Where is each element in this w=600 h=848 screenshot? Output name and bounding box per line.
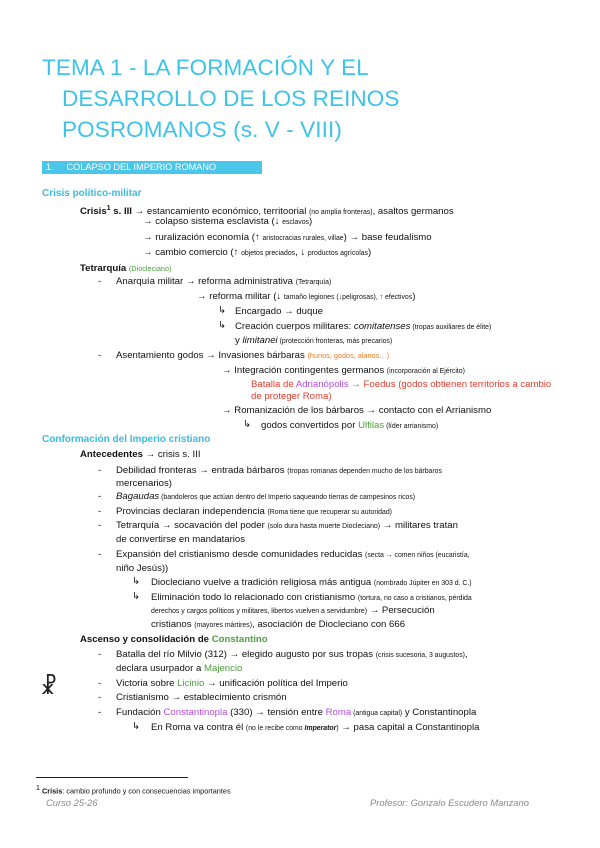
ante-b3: Provincias declaran independencia (Roma tiene que recuperar su autoridad) — [116, 506, 392, 517]
tetrarquia-heading: Tetrarquía (Diocleciano) — [80, 263, 172, 274]
ante-b4: Tetrarquía → socavación del poder (solo dura hasta muerte Diocleciano) → militares tratan — [116, 520, 458, 531]
section-number: 1. — [46, 162, 54, 172]
bullet-dash: - — [98, 649, 102, 660]
tetrarquia-a4: Creación cuerpos militares: comitatenses (tropas auxiliares de élite) — [235, 321, 492, 332]
antecedentes-heading: Antecedentes → crisis s. III — [80, 449, 201, 460]
bullet-dash: - — [98, 350, 102, 361]
asc-c1: Batalla del río Milvio (312) → elegido augusto por sus tropas (crisis sucesoria, 3 augustos), — [116, 649, 468, 660]
section-title: COLAPSO DEL IMPERIO ROMANO — [66, 162, 217, 172]
asc-c6: En Roma va contra él (no le recibe como Imperator) → pasa capital a Constantinopla — [151, 722, 480, 733]
bullet-dash: - — [98, 549, 102, 560]
crisis-line-1: Crisis$^1$ s. III → estancamiento económico, territoorial (no amplia fronteras), asaltos germanos — [80, 204, 454, 218]
ante-b5: Expansión del cristianismo desde comunidades reducidas (secta → comen niños (eucaristía, — [116, 549, 470, 560]
asc-c5: Fundación Constantinopla (330) → tensión entre Roma (antigua capital) y Constantinopla — [116, 707, 477, 718]
hook-icon: ↳ — [243, 419, 252, 430]
page-title-line-2: DESARROLLO DE LOS REINOS — [62, 86, 400, 111]
hook-icon: ↳ — [132, 721, 141, 732]
ante-b7: Eliminación todo lo relacionado con cristianismo (tortura, no caso a cristianos, pérdida — [151, 592, 472, 603]
crisis-line-2: → colapso sistema esclavista (↓ esclavos) — [143, 216, 313, 227]
bullet-dash: - — [98, 276, 102, 287]
heading-crisis: Crisis político-militar — [42, 188, 142, 199]
page-title-line-1: TEMA 1 - LA FORMACIÓN Y EL — [42, 55, 369, 80]
heading-conformacion: Conformación del Imperio cristiano — [42, 434, 211, 445]
bullet-dash: - — [98, 520, 102, 531]
ante-b2: Bagaudas (bandoleros que actúan dentro del Imperio saqueando tierras de campesinos ricos) — [116, 491, 416, 502]
ante-b1-cont: mercenarios) — [116, 478, 172, 489]
ante-b7-cont2: cristianos (mayores mártires), asociación de Diocleciano con 666 — [151, 619, 406, 630]
tetrarquia-g4: de proteger Roma) — [251, 391, 332, 402]
footnote-separator — [36, 777, 188, 778]
asc-c4: Cristianismo → establecimiento crismón — [116, 692, 287, 703]
section-banner — [42, 161, 262, 174]
crisis-line-4: → cambio comercio (↑ objetos preciados, ↓ productos agrícolas) — [143, 247, 372, 258]
bullet-dash: - — [98, 707, 102, 718]
ante-b1: Debilidad fronteras → entrada bárbaros (tropas romanas dependen mucho de los bárbaros — [116, 465, 442, 476]
crisis-line-3: → ruralización economía (↑ aristocracias rurales, villae) → base feudalismo — [143, 232, 432, 243]
bullet-dash: - — [98, 692, 102, 703]
ante-b7-cont: derechos y cargos políticos y militares, libertos vuelven a servidumbre) → Persecución — [151, 605, 435, 616]
tetrarquia-g5: → Romanización de los bárbaros → contacto con el Arrianismo — [222, 405, 492, 416]
tetrarquia-a5: y limitanei (protección fronteras, más precarios) — [235, 335, 393, 346]
bullet-dash: - — [98, 491, 102, 502]
hook-icon: ↳ — [132, 576, 141, 587]
asc-c3: Victoria sobre Licinio → unificación política del Imperio — [116, 678, 348, 689]
hook-icon: ↳ — [132, 591, 141, 602]
tetrarquia-g6: godos convertidos por Ulfilas (líder arrianismo) — [261, 420, 439, 431]
hook-icon: ↳ — [218, 305, 227, 316]
tetrarquia-g3: Batalla de Adrianópolis → Foedus (godos obtienen territorios a cambio — [251, 379, 552, 390]
bullet-dash: - — [98, 465, 102, 476]
footer-course: Curso 25-26 — [46, 797, 98, 808]
chi-rho-icon: ☧ — [40, 674, 58, 699]
ante-b6: Diocleciano vuelve a tradición religiosa más antigua (nombrado Júpiter en 303 d. C.) — [151, 577, 472, 588]
bullet-dash: - — [98, 506, 102, 517]
footnote: $^1$ Crisis: cambio profundo y con consecuencias importantes — [36, 784, 231, 796]
asc-c2: declara usurpador a Majencio — [116, 663, 243, 674]
tetrarquia-g2: → Integración contingentes germanos (incorporación al Ejército) — [222, 365, 465, 376]
page-title-line-3: POSROMANOS (s. V - VIII) — [62, 117, 342, 142]
tetrarquia-a1: Anarquía militar → reforma administrativa (Tetrarquía) — [116, 276, 332, 287]
tetrarquia-a2: → reforma militar (↓ tamaño legiones (↓peligrosas), ↑ efectivos) — [197, 291, 416, 302]
bullet-dash: - — [98, 678, 102, 689]
hook-icon: ↳ — [218, 320, 227, 331]
tetrarquia-g1: Asentamiento godos → Invasiones bárbaras (hunos, godos, alanos…) — [116, 350, 389, 361]
ante-b4-cont: de convertirse en mandatarios — [116, 534, 246, 545]
footnote-ref[interactable]: 1 — [106, 204, 111, 212]
ascenso-heading: Ascenso y consolidación de Constantino — [80, 634, 268, 645]
tetrarquia-a3: Encargado → duque — [235, 306, 324, 317]
footer-teacher: Profesor: Gonzalo Escudero Manzano — [370, 797, 529, 808]
ante-b5-cont: niño Jesús)) — [116, 563, 169, 574]
